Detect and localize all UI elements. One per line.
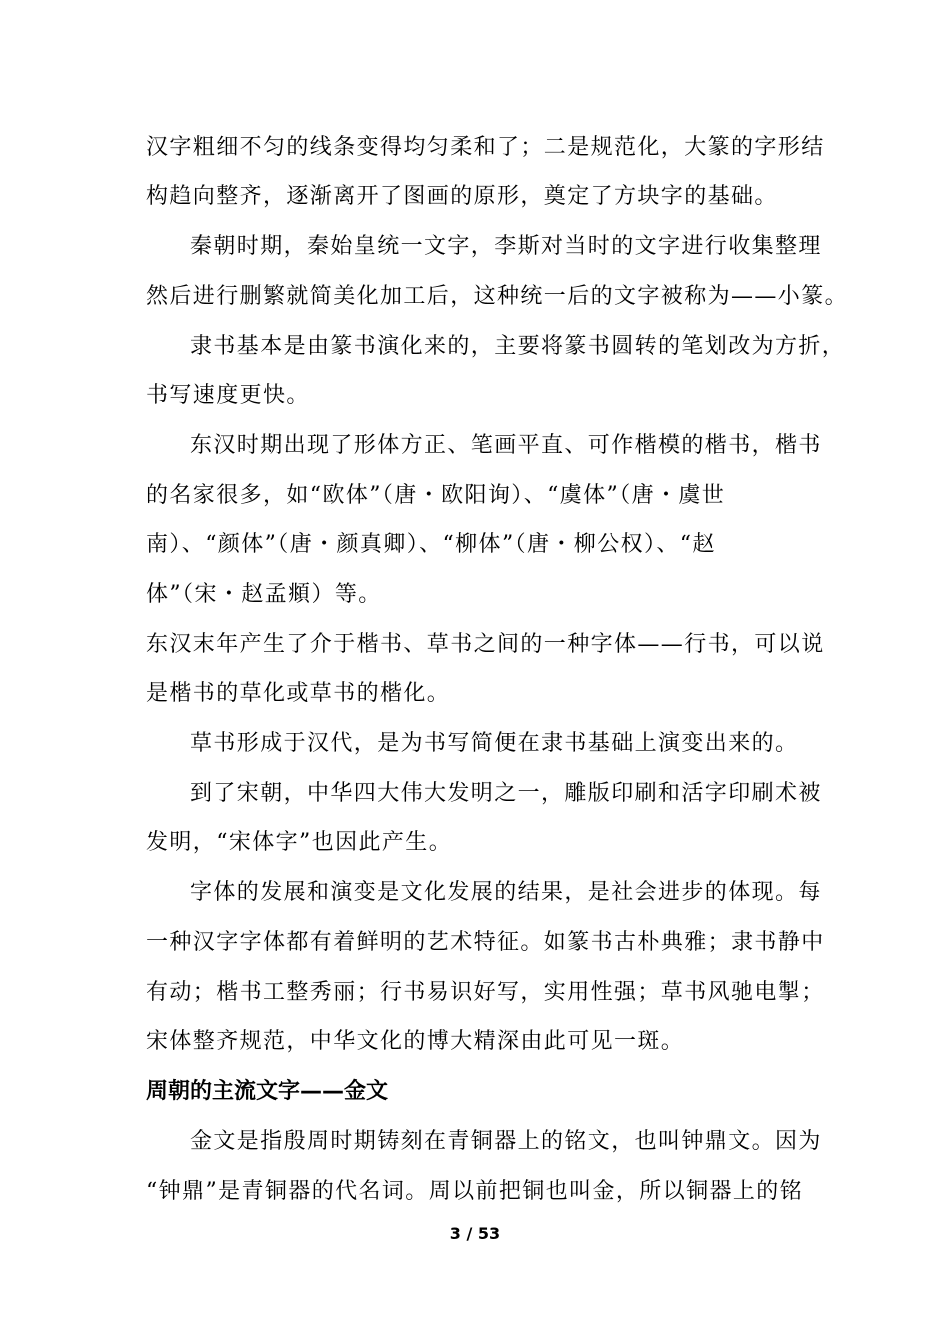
text-line: 隶书基本是由篆书演化来的，主要将篆书圆转的笔划改为方折， (190, 334, 846, 359)
text-line: 体”（宋・赵孟頫）等。 (146, 582, 382, 607)
text-line: 然后进行删繁就简美化加工后，这种统一后的文字被称为——小篆。 (146, 284, 849, 309)
text-line: 南）、“颜体”（唐・颜真卿）、“柳体”（唐・柳公权）、“赵 (146, 532, 716, 557)
page-number: 3 / 53 (449, 1224, 501, 1243)
text-line: 构趋向整齐，逐渐离开了图画的原形，奠定了方块字的基础。 (146, 184, 778, 209)
text-line: 草书形成于汉代，是为书写简便在隶书基础上演变出来的。 (190, 731, 799, 756)
text-line: 有动；楷书工整秀丽；行书易识好写，实用性强；草书风驰电掣； (146, 980, 825, 1005)
text-line: 东汉时期出现了形体方正、笔画平直、可作楷模的楷书，楷书 (190, 433, 822, 458)
text-line: 的名家很多，如“欧体”（唐・欧阳询）、“虞体”（唐・虞世 (146, 483, 726, 508)
text-line: 宋体整齐规范，中华文化的博大精深由此可见一斑。 (146, 1029, 685, 1054)
text-line: 到了宋朝，中华四大伟大发明之一，雕版印刷和活字印刷术被 (190, 781, 822, 806)
text-line: 发明，“宋体字”也因此产生。 (146, 830, 453, 855)
text-line: 字体的发展和演变是文化发展的结果，是社会进步的体现。每 (190, 880, 822, 905)
text-line: 书写速度更快。 (146, 383, 310, 408)
text-line: 一种汉字字体都有着鲜明的艺术特征。如篆书古朴典雅；隶书静中 (146, 930, 825, 955)
text-line: 秦朝时期，秦始皇统一文字，李斯对当时的文字进行收集整理 (190, 234, 822, 259)
text-line: 金文是指殷周时期铸刻在青铜器上的铭文，也叫钟鼎文。因为 (190, 1129, 822, 1154)
text-line: 是楷书的草化或草书的楷化。 (146, 681, 451, 706)
text-line: 汉字粗细不匀的线条变得均匀柔和了；二是规范化，大篆的字形结 (146, 135, 825, 160)
section-heading: 周朝的主流文字——金文 (146, 1079, 389, 1104)
text-line: “钟鼎”是青铜器的代名词。周以前把铜也叫金，所以铜器上的铭 (146, 1179, 804, 1204)
text-line: 东汉末年产生了介于楷书、草书之间的一种字体——行书，可以说 (146, 632, 825, 657)
